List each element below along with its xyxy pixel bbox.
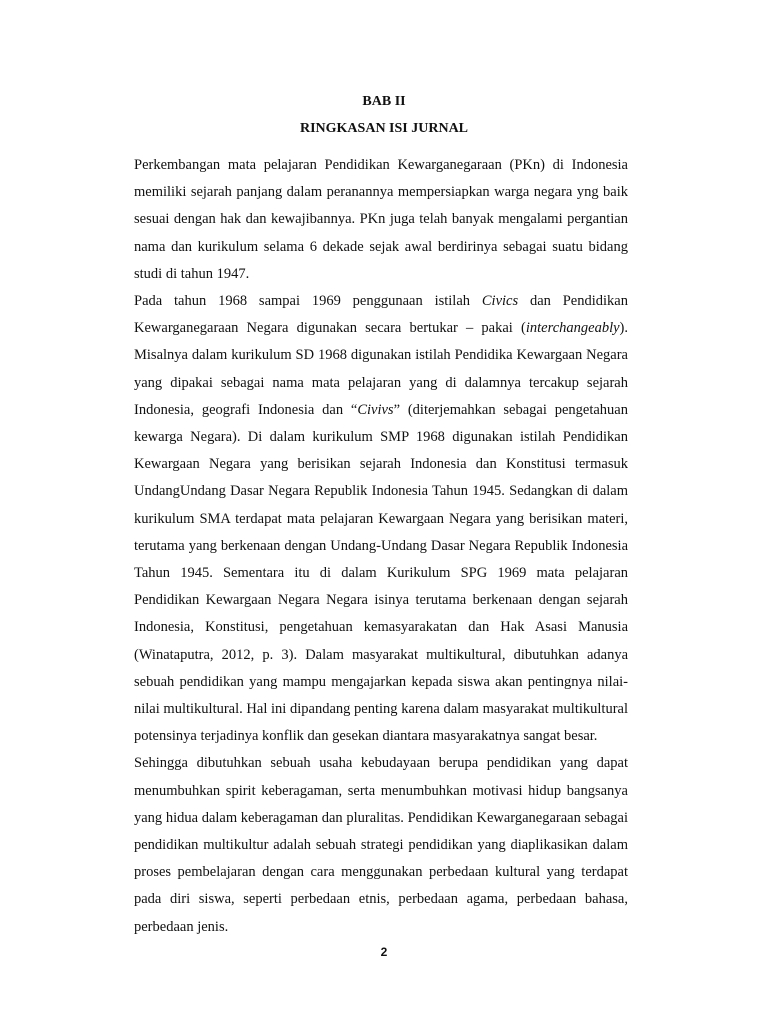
paragraph-curriculum-history	[134, 288, 628, 750]
page-title: RINGKASAN ISI JURNAL	[299, 121, 469, 136]
body-text	[134, 152, 628, 941]
italic-term-civics: Civics	[481, 293, 519, 310]
italic-term-civivs: Civivs	[357, 401, 394, 418]
text-segment: Pada tahun 1968 sampai 1969 penggunaan istilah	[134, 293, 482, 310]
text-segment: dan Pendidikan Kewarganegaraan Negara digunakan secara bertukar – pakai (	[134, 293, 628, 337]
page-number: 2	[380, 945, 388, 959]
italic-term-interchangeably: interchangeably	[525, 320, 620, 337]
paragraph-multicultural	[134, 750, 628, 940]
text-segment: Perkembangan mata pelajaran Pendidikan Kewarganegaraan (PKn) di Indonesia memiliki sejarah panjang dalam peranannya mempersiapkan warga negara yng baik sesuai dengan hak dan kewajibannya. PKn juga telah banyak mengalami pergantian nama dan kurikulum selama 6 dekade sejak awal berdirinya sebagai suatu bidang studi di tahun 1947.	[134, 157, 628, 282]
paragraph-intro	[134, 152, 628, 288]
chapter-heading: BAB II	[362, 94, 406, 109]
text-segment: ). Misalnya dalam kurikulum SD 1968 digunakan istilah Pendidika Kewargaan Negara yang dipakai sebagai nama mata pelajaran yang di dalamnya tercakup sejarah Indonesia, geografi Indonesia dan “	[134, 320, 628, 418]
text-segment: Sehingga dibutuhkan sebuah usaha kebudayaan berupa pendidikan yang dapat menumbuhkan spirit keberagaman, serta menumbuhkan motivasi hidup bangsanya yang hidua dalam keberagaman dan pluralitas. Pendidikan Kewarganegaraan sebagai pendidikan multikultur adalah sebuah strategi pendidikan yang diaplikasikan dalam proses pembelajaran dengan cara menggunakan perbedaan kultural yang terdapat pada diri siswa, seperti perbedaan etnis, perbedaan agama, perbedaan bahasa, perbedaan jenis.	[134, 755, 628, 935]
text-segment: ” (diterjemahkan sebagai pengetahuan kewarga Negara). Di dalam kurikulum SMP 1968 digunakan istilah Pendidikan Kewargaan Negara yang berisikan sejarah Indonesia dan Konstitusi termasuk UndangUndang Dasar Negara Republik Indonesia Tahun 1945. Sedangkan di dalam kurikulum SMA terdapat mata pelajaran Kewargaan Negara yang berisikan materi, terutama yang berkenaan dengan Undang-Undang Dasar Negara Republik Indonesia Tahun 1945. Sementara itu di dalam Kurikulum SPG 1969 mata pelajaran Pendidikan Kewargaan Negara Negara isinya terutama berkenaan dengan sejarah Indonesia, Konstitusi, pengetahuan kemasyarakatan dan Hak Asasi Manusia (Winataputra, 2012, p. 3). Dalam masyarakat multikultural, dibutuhkan adanya sebuah pendidikan yang mampu mengajarkan kepada siswa akan pentingnya nilai-nilai multikultural. Hal ini dipandang penting karena dalam masyarakat multikultural potensinya terjadinya konflik dan gesekan diantara masyarakatnya sangat besar.	[134, 401, 628, 745]
